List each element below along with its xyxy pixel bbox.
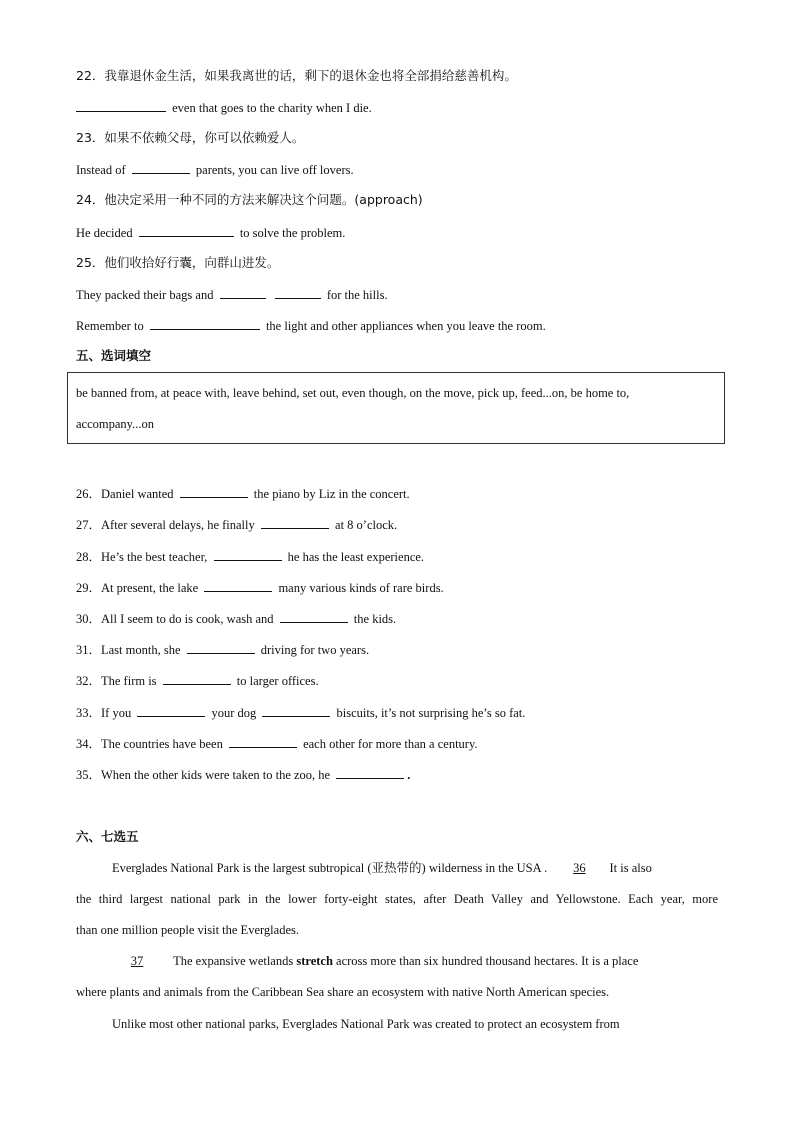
fill-item-29: 29．At present, the lake many various kinds of rare birds. xyxy=(76,581,444,595)
fill-item-31: 31．Last month, she driving for two years. xyxy=(76,643,370,657)
passage-p2-line2: where plants and animals from the Caribbean Sea share an ecosystem with native North American species. xyxy=(76,985,610,999)
passage-p2-line1: 37 The expansive wetlands stretch across more than six hundred thousand hectares. It is a place xyxy=(76,953,718,969)
fill-item-33: 33．If you your dog biscuits, it’s not surprising he’s so fat. xyxy=(76,706,526,720)
word-bank-line-1: be banned from, at peace with, leave behind, set out, even though, on the move, pick up, feed...on, be home to, xyxy=(76,386,630,400)
q22-english: even that goes to the charity when I die. xyxy=(76,99,372,116)
q22-chinese: 22．我靠退休金生活，如果我离世的话，剩下的退休金也将全部捐给慈善机构。 xyxy=(76,68,517,83)
section-5-heading: 五、选词填空 xyxy=(76,348,152,363)
answer-blank[interactable] xyxy=(229,735,297,748)
keyword-stretch: stretch xyxy=(296,954,333,968)
answer-blank[interactable] xyxy=(336,766,404,779)
fill-item-30: 30．All I seem to do is cook, wash and the kids. xyxy=(76,612,397,626)
fill-item-34: 34．The countries have been each other for more than a century. xyxy=(76,737,478,751)
fill-item-28: 28．He’s the best teacher, he has the least experience. xyxy=(76,550,425,564)
q24-chinese: 24．他决定采用一种不同的方法来解决这个问题。(approach) xyxy=(76,192,423,207)
passage-p1-line1: Everglades National Park is the largest subtropical (亚热带的) wilderness in the USA . 36 It is also xyxy=(112,861,652,875)
q25-english: They packed their bags and for the hills. xyxy=(76,288,388,302)
q23-english: Instead of parents, you can live off lovers. xyxy=(76,163,354,177)
answer-blank[interactable] xyxy=(132,161,190,174)
q25b-english: Remember to the light and other appliances when you leave the room. xyxy=(76,319,546,333)
answer-blank[interactable] xyxy=(180,485,248,498)
answer-blank[interactable] xyxy=(76,99,166,112)
fill-item-35: 35．When the other kids were taken to the zoo, he . xyxy=(76,768,411,782)
word-bank-box xyxy=(67,372,725,444)
passage-p3-line1: Unlike most other national parks, Everglades National Park was created to protect an ecosystem from xyxy=(112,1017,620,1031)
answer-blank[interactable] xyxy=(187,641,255,654)
answer-blank[interactable] xyxy=(137,704,205,717)
q24-english: He decided to solve the problem. xyxy=(76,226,346,240)
answer-blank[interactable] xyxy=(275,286,321,299)
passage-p1-line3: than one million people visit the Everglades. xyxy=(76,923,299,937)
answer-blank[interactable] xyxy=(139,224,234,237)
answer-blank[interactable] xyxy=(214,548,282,561)
q23-chinese: 23．如果不依赖父母，你可以依赖爱人。 xyxy=(76,130,305,145)
fill-item-32: 32．The firm is to larger offices. xyxy=(76,674,319,688)
blank-37[interactable]: 37 xyxy=(130,954,144,968)
passage-p1-line2: the third largest national park in the lower forty-eight states, after Death Valley and Yellowstone. Each year, more xyxy=(76,892,718,906)
q25-chinese: 25．他们收拾好行囊，向群山进发。 xyxy=(76,255,280,270)
answer-blank[interactable] xyxy=(220,286,266,299)
fill-item-27: 27．After several delays, he finally at 8 o’clock. xyxy=(76,518,398,532)
answer-blank[interactable] xyxy=(204,579,272,592)
answer-blank[interactable] xyxy=(262,704,330,717)
answer-blank[interactable] xyxy=(280,610,348,623)
answer-blank[interactable] xyxy=(261,516,329,529)
answer-blank[interactable] xyxy=(163,672,231,685)
fill-item-26: 26．Daniel wanted the piano by Liz in the concert. xyxy=(76,487,410,501)
answer-blank[interactable] xyxy=(150,317,260,330)
word-bank-line-2: accompany...on xyxy=(76,417,154,431)
blank-36[interactable]: 36 xyxy=(573,861,586,875)
section-6-heading: 六、七选五 xyxy=(76,829,139,844)
